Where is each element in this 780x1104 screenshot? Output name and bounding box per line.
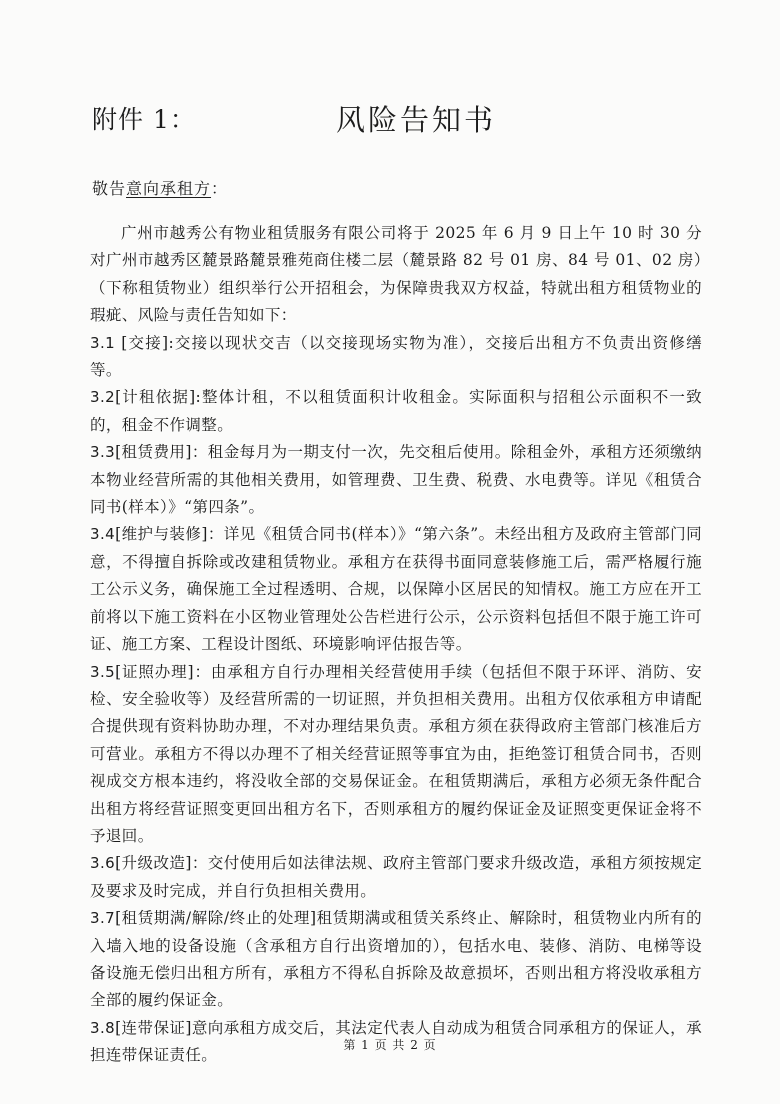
clause-text: [计租依据]:整体计租，不以租赁面积计收租金。实际面积与招租公示面积不一致的，租金不作调整。 [90,388,702,434]
clause-text: [证照办理]：由承租方自行办理相关经营使用手续（包括但不限于环评、消防、安检、安全验收等）及经营所需的一切证照，并负担相关费用。出租方仅依承租方申请配合提供现有资料协助办理，不对办理结果负责。承租方须在获得政府主管部门核准后方可营业。承租方不得以办理不了相关经营证照等事宜为由，拒绝签订租赁合同书，否则视成交方根本违约，将没收全部的交易保证金。在租赁期满后，承租方必须无条件配合出租方将经营证照变更回出租方名下，否则承租方的履约保证金及证照变更保证金将不予退回。 [90,662,702,845]
clause-3-3 [90,439,702,521]
clause-number: 3.5 [90,662,116,681]
clause-text: [租赁期满/解除/终止的处理]租赁期满或租赁关系终止、解除时，租赁物业内所有的入墙入地的设备设施（含承租方自行出资增加的），包括水电、装修、消防、电梯等设备设施无偿归出租方所有，承租方不得私自拆除及故意损坏，否则出租方将没收承租方全部的履约保证金。 [90,909,702,1010]
clause-number: 3.6 [90,854,116,873]
clause-3-6 [90,850,702,905]
clause-text: [租赁费用]：租金每月为一期支付一次，先交租后使用。除租金外，承租方还须缴纳本物业经营所需的其他相关费用，如管理费、卫生费、税费、水电费等。详见《租赁合同书(样本）》“第四条”。 [90,443,702,517]
clause-number: 3.1 [90,333,116,352]
page-title: 风险告知书 [336,103,497,137]
clause-number: 3.4 [90,525,116,544]
clause-number: 3.7 [90,909,116,928]
clause-3-4 [90,521,702,658]
clause-3-1 [90,330,702,385]
salutation [92,176,228,199]
salutation-suffix: ： [211,179,229,198]
attachment-label: 附件 1： [92,105,196,134]
intro-paragraph: 广州市越秀公有物业租赁服务有限公司将于 2025 年 6 月 9 日上午 10 时 30 分对广州市越秀区麓景路麓景雅苑商住楼二层（麓景路 82 号 01 房、84 号 01、02 房）（下称租赁物业）组织举行公开招租会，为保障贵我双方权益，特就出租方租赁物业的瑕疵、风险与责任告知如下： [90,224,702,325]
clause-number: 3.3 [90,443,116,462]
clause-3-5 [90,659,702,851]
clause-3-7 [90,905,702,1015]
salutation-recipient: 意向承租方 [126,179,212,198]
clause-number: 3.2 [90,388,116,407]
clause-text: [升级改造]：交付使用后如法律法规、政府主管部门要求升级改造，承租方须按规定及要求及时完成，并自行负担相关费用。 [90,854,702,900]
notice-body [90,220,702,1070]
page-number: 第 1 页 共 2 页 [343,1038,437,1052]
clause-text: [连带保证]意向承租方成交后，其法定代表人自动成为租赁合同承租方的保证人，承担连带保证责任。 [90,1018,702,1065]
clause-number: 3.8 [90,1018,116,1037]
clause-text: [交接]:交接以现状交吉（以交接现场实物为准），交接后出租方不负责出资修缮等。 [90,333,702,380]
salutation-prefix: 敬告 [92,179,127,198]
clause-text: [维护与装修]：详见《租赁合同书(样本）》“第六条”。未经出租方及政府主管部门同意，不得擅自拆除或改建租赁物业。承租方在获得书面同意装修施工后，需严格履行施工公示义务，确保施工全过程透明、合规，以保障小区居民的知情权。施工方应在开工前将以下施工资料在小区物业管理处公告栏进行公示，公示资料包括但不限于施工许可证、施工方案、工程设计图纸、环境影响评估报告等。 [90,525,702,654]
clause-3-2 [90,384,702,439]
